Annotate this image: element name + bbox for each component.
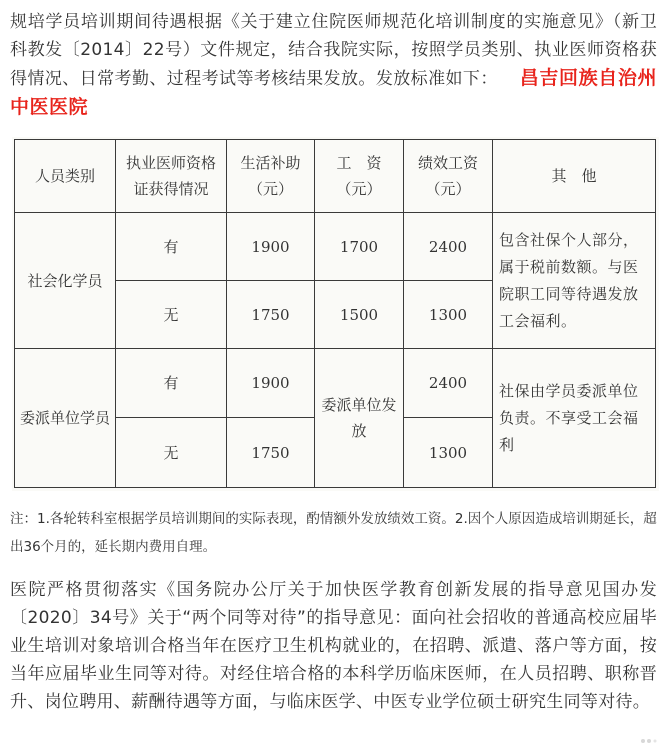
header-license: 执业医师资格证获得情况: [116, 140, 227, 213]
header-salary: 工 资（元）: [315, 140, 404, 213]
header-category: 人员类别: [15, 140, 116, 213]
header-living-subsidy: 生活补助（元）: [227, 140, 315, 213]
dispatched-other-cell: 社保由学员委派单位负责。不享受工会福利: [493, 349, 656, 488]
social-yes-salary: 1700: [315, 213, 404, 281]
social-yes-license: 有: [116, 213, 227, 281]
dispatched-yes-living: 1900: [227, 349, 315, 418]
corner-decoration-icon: [639, 736, 657, 746]
dispatched-yes-license: 有: [116, 349, 227, 418]
dispatched-no-license: 无: [116, 418, 227, 488]
social-yes-performance: 2400: [404, 213, 493, 281]
social-other-cell: 包含社保个人部分，属于税前数额。与医院职工同等待遇发放工会福利。: [493, 213, 656, 349]
dispatched-no-living: 1750: [227, 418, 315, 488]
stipend-table-frame: [12, 137, 659, 491]
intro-text: 规培学员培训期间待遇根据《关于建立住院医师规范化培训制度的实施意见》（新卫科教发〔2014〕22号）文件规定，结合我院实际，按照学员类别、执业医师资格获得情况、日常考勤、过程考试等考核结果发放。发放标准如下：: [10, 12, 657, 89]
policy-paragraph: 医院严格贯彻落实《国务院办公厅关于加快医学教育创新发展的指导意见国办发〔2020〕34号》关于“两个同等对待”的指导意见：面向社会招收的普通高校应届毕业生培训对象培训合格当年在医疗卫生机构就业的，在招聘、派遣、落户等方面，按当年应届毕业生同等对待。对经住培合格的本科学历临床医师，在人员招聘、职称晋升、岗位聘用、薪酬待遇等方面，与临床医学、中医专业学位硕士研究生同等对待。: [10, 580, 657, 712]
social-no-living: 1750: [227, 281, 315, 349]
dispatched-category-cell: 委派单位学员: [15, 349, 116, 488]
dispatched-yes-performance: 2400: [404, 349, 493, 418]
header-performance: 绩效工资（元）: [404, 140, 493, 213]
social-yes-living: 1900: [227, 213, 315, 281]
dispatched-salary-cell: 委派单位发放: [315, 349, 404, 488]
social-no-license: 无: [116, 281, 227, 349]
social-no-salary: 1500: [315, 281, 404, 349]
intro-paragraph: [10, 8, 657, 122]
social-no-performance: 1300: [404, 281, 493, 349]
hospital-name: 昌吉回族自治州中医医院: [10, 67, 657, 118]
header-other: 其 他: [493, 140, 656, 213]
table-header-row: [15, 140, 656, 213]
table-row: [15, 349, 656, 418]
stipend-table: [14, 139, 656, 488]
table-row: [15, 213, 656, 281]
social-category-cell: 社会化学员: [15, 213, 116, 349]
dispatched-no-performance: 1300: [404, 418, 493, 488]
table-note: 注：1.各轮转科室根据学员培训期间的实际表现，酌情额外发放绩效工资。2.因个人原因造成培训期延长，超出36个月的，延长期内费用自理。: [10, 511, 657, 555]
